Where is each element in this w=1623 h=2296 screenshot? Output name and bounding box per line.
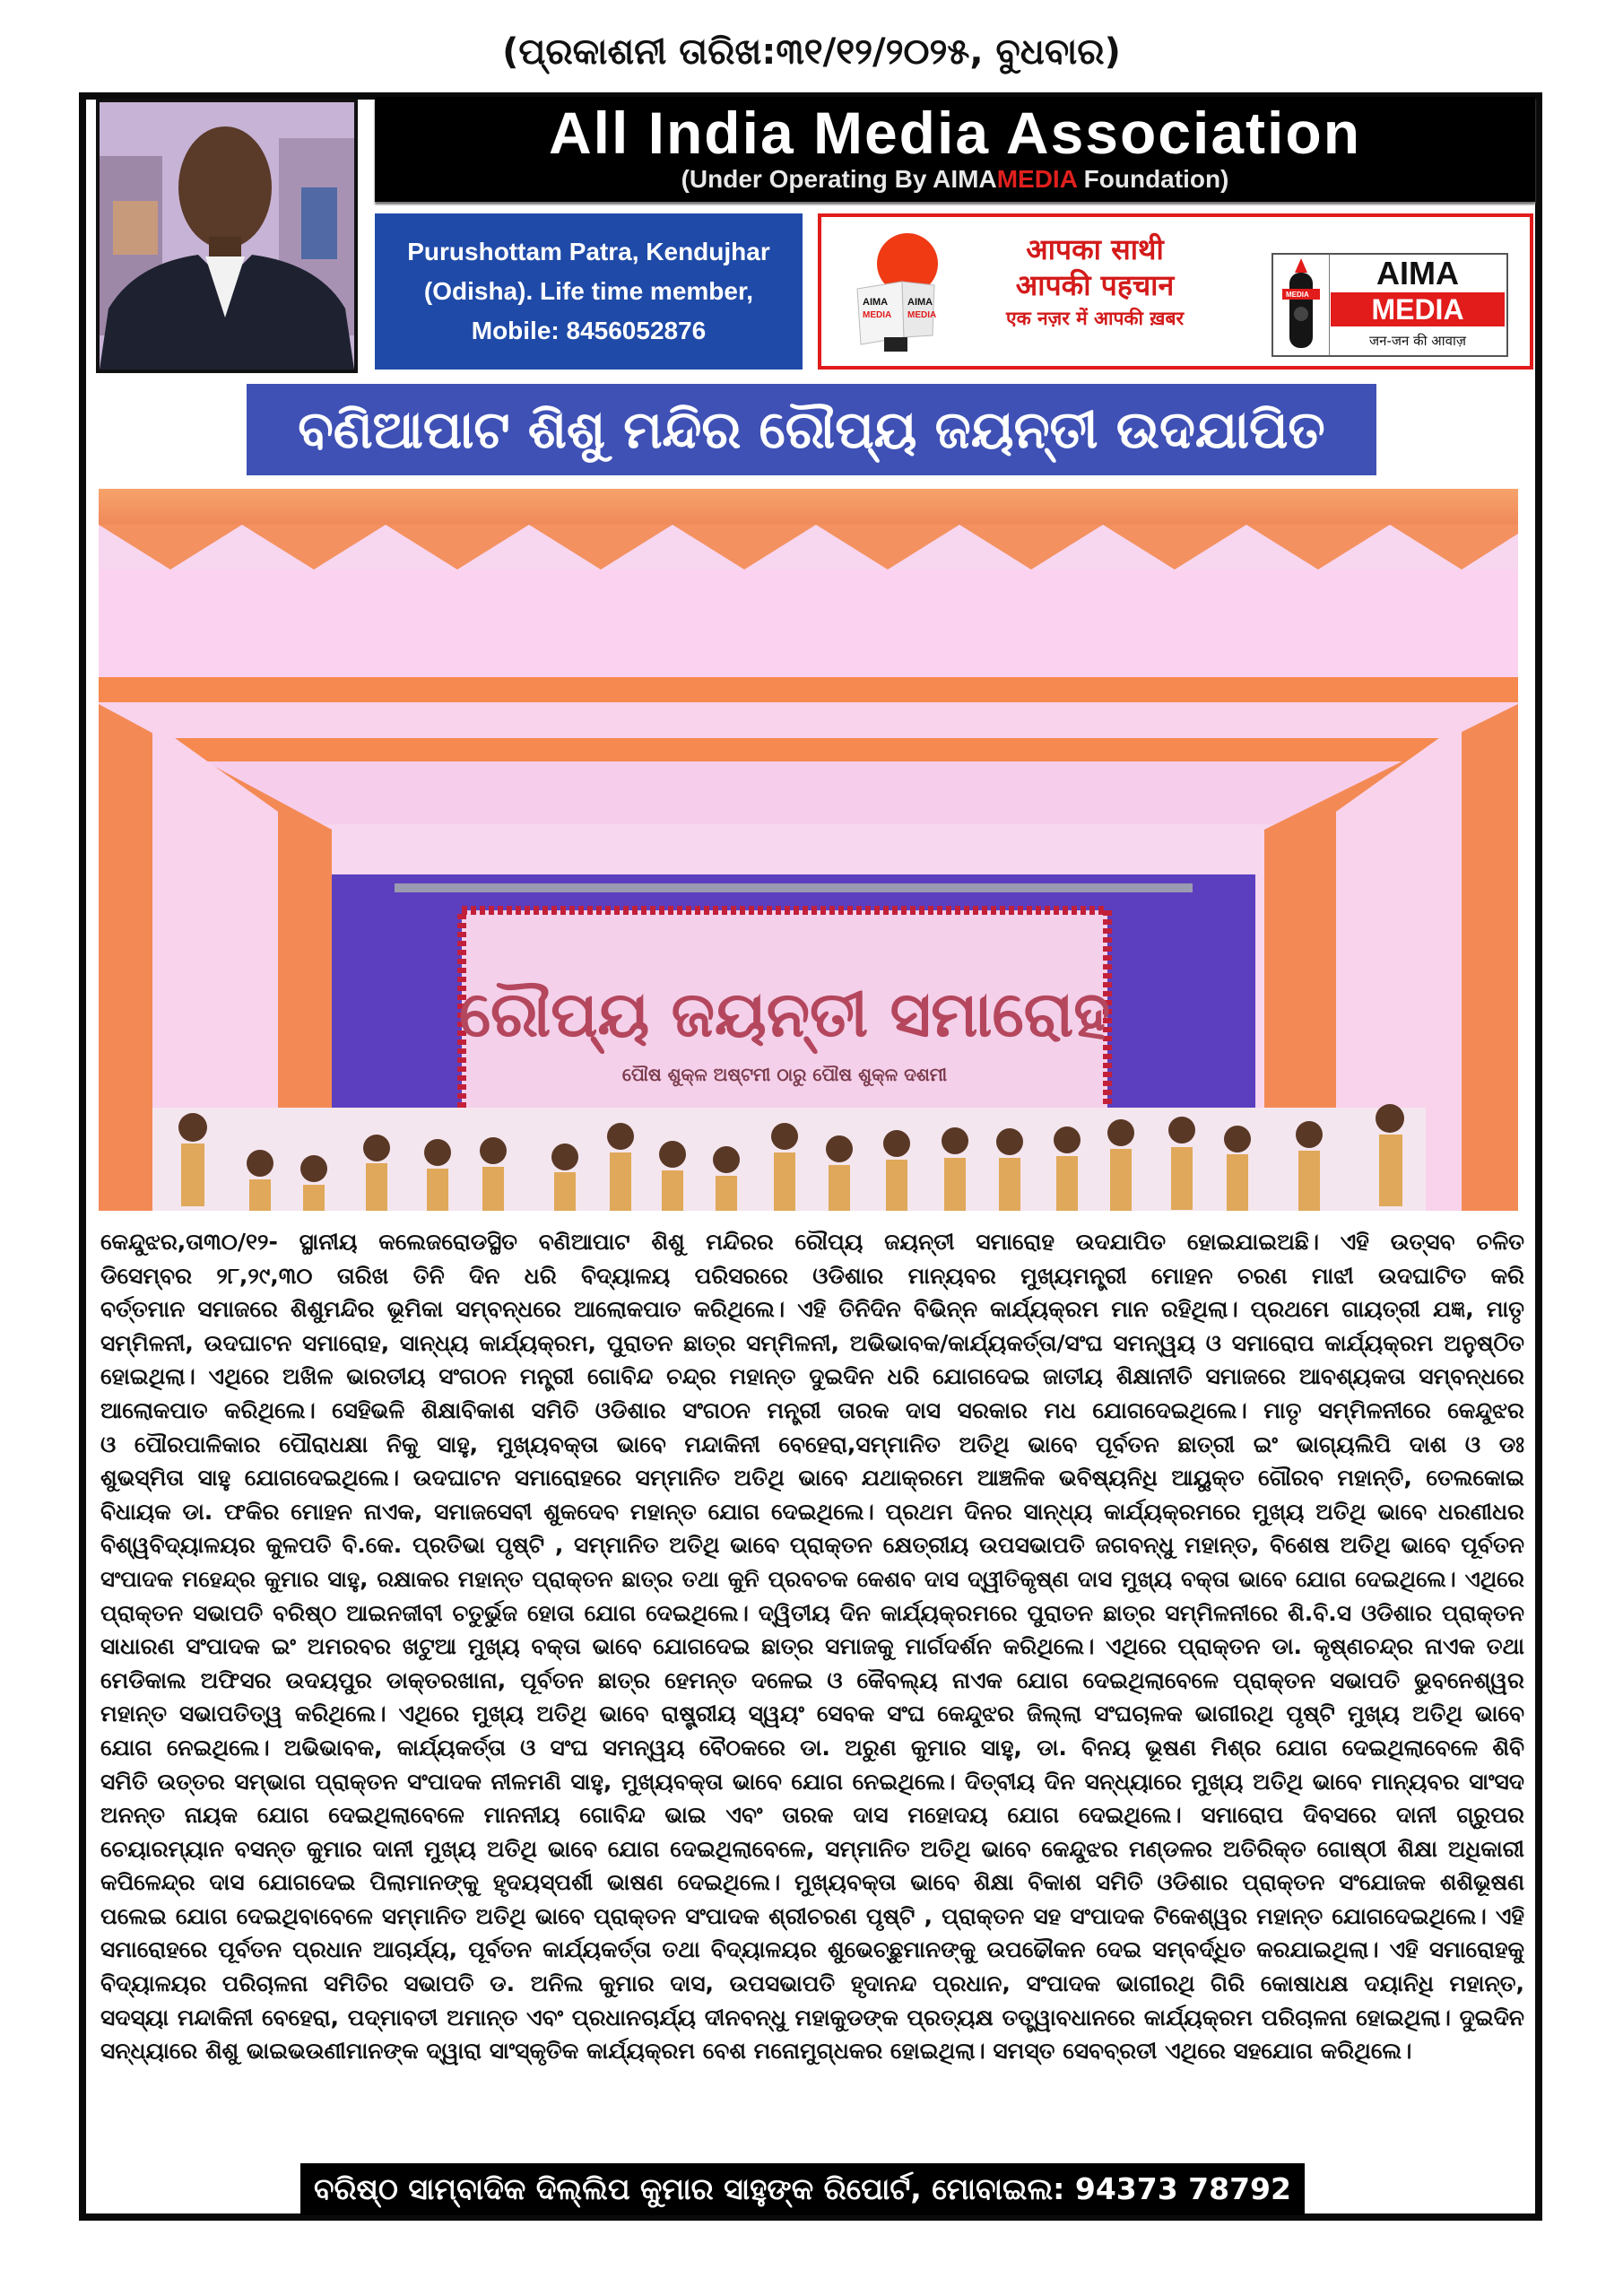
logo-caption: जन-जन की आवाज़	[1369, 333, 1466, 349]
article-line: ଶୁଭସ୍ମିତା ସାହୁ ଯୋଗଦେଇଥିଲେ। ଉଦଘାଟନ ସମାରୋହରେ ସମ୍ମାନିତ ଅତିଥି ଭାବେ ଯଥାକ୍ରମେ ଆଞ୍ଚଳିକ ଭବିଷ୍ୟନିଧି ଆୟୁକ୍ତ ଗୌରବ ମହାନ୍ତି, ତେଲକୋଇ	[100, 1465, 1524, 1492]
article-line: କେନ୍ଦୁଝର,ତା୩୦/୧୨- ସ୍ଥାନୀୟ କଲେଜରୋଡସ୍ଥିତ ବଣିଆପାଟ ଶିଶୁ ମନ୍ଦିରର ରୌପ୍ୟ ଜୟନ୍ତୀ ସମାରୋହ ଉଦଯାପିତ ହୋଇଯାଇଅଛି। ଏହି ଉତ୍ସବ ଚଳିତ	[100, 1229, 1524, 1255]
ad-tagline-3: एक नज़र में आपकी ख़बर	[1005, 308, 1185, 329]
microphone-icon	[848, 230, 947, 352]
article-line: ସଂପାଦକ ମହେନ୍ଦ୍ର କୁମାର ସାହୁ, ରକ୍ଷାକର ମହାନ୍ତ ପ୍ରାକ୍ତନ ଛାତ୍ର ତଥା କୁନି ପ୍ରବଚକ କେଶବ ଦାସ ଦ୍ୱୀତିକୃଷ୍ଣ ଦାସ ମୁଖ୍ୟ ବକ୍ତା ଭାବେ ଯୋଗ ଦେଇଥିଲେ। ଏଥିରେ	[100, 1565, 1524, 1592]
article-line: ହୋଇଥିଲା। ଏଥିରେ ଅଖିଳ ଭାରତୀୟ ସଂଗଠନ ମନ୍ତ୍ରୀ ଗୋବିନ୍ଦ ଚନ୍ଦ୍ର ମହାନ୍ତ ଦୁଇଦିନ ଧରି ଯୋଗଦେଇ ଜାତୀୟ ଶିକ୍ଷାନୀତି ସମାଜରେ ଆବଶ୍ୟକତା ସମ୍ବନ୍ଧରେ	[100, 1363, 1524, 1390]
member-info-box	[375, 213, 803, 370]
article-line: ଯୋଗ ନେଇଥିଲେ। ଅଭିଭାବକ, କାର୍ଯ୍ୟକର୍ତ୍ତା ଓ ସଂଘ ସମନ୍ୱୟ ବୈଠକରେ ଡା. ଅରୁଣ କୁମାର ସାହୁ, ଡା. ବିନୟ ଭୂଷଣ ମିଶ୍ର ଯୋଗ ଦେଇଥିଲାବେଳେ ଶିବି	[100, 1734, 1524, 1761]
member-name-line: Purushottam Patra, Kendujhar	[407, 238, 770, 265]
event-photo	[99, 489, 1518, 1211]
member-status-line: (Odisha). Life time member,	[423, 277, 754, 305]
article-line: ବର୍ତ୍ତମାନ ସମାଜରେ ଶିଶୁମନ୍ଦିର ଭୂମିକା ସମ୍ବନ୍ଧରେ ଆଲୋକପାତ କରିଥିଲେ। ଏହି ତିନିଦିନ ବିଭିନ୍ନ କାର୍ଯ୍ୟକ୍ରମ ମାନ ରହିଥିଲା। ପ୍ରଥମେ ଗାୟତ୍ରୀ ଯଜ୍ଞ, ମାତୃ	[100, 1296, 1524, 1323]
mic-label-media-2: MEDIA	[907, 310, 937, 320]
subtitle-suffix: Foundation)	[1076, 165, 1229, 193]
publication-date-line: (ପ୍ରକାଶନୀ ତାରିଖ:୩୧/୧୨/୨୦୨୫, ବୁଧବାର)	[502, 31, 1121, 73]
logo-mic-tag: MEDIA	[1286, 291, 1309, 299]
mic-label-media-1: MEDIA	[863, 310, 892, 320]
article-line: କପିଳେନ୍ଦ୍ର ଦାସ ଯୋଗଦେଇ ପିଲାମାନଙ୍କୁ ହୃଦୟସ୍ପର୍ଶୀ ଭାଷଣ ଦେଇଥିଲେ। ମୁଖ୍ୟବକ୍ତା ଭାବେ ଶିକ୍ଷା ବିକାଶ ସମିତି ଓଡିଶାର ପ୍ରାକ୍ତନ ସଂଯୋଜକ ଶଶିଭୂଷଣ	[100, 1869, 1524, 1896]
article-line: ଚେୟାରମ୍ୟାନ ବସନ୍ତ କୁମାର ଦାନୀ ମୁଖ୍ୟ ଅତିଥି ଭାବେ ଯୋଗ ଦେଇଥିଲାବେଳେ, ସମ୍ମାନିତ ଅତିଥି ଭାବେ କେନ୍ଦୁଝର ମଣ୍ଡଳର ଅତିରିକ୍ତ ଗୋଷ୍ଠୀ ଶିକ୍ଷା ଅଧିକାରୀ	[100, 1835, 1524, 1862]
article-line: ବିଶ୍ୱବିଦ୍ୟାଳୟର କୁଳପତି ବି.କେ. ପ୍ରତିଭା ପୃଷ୍ଟି , ସମ୍ମାନିତ ଅତିଥି ଭାବେ ପ୍ରାକ୍ତନ କ୍ଷେତ୍ରୀୟ ଉପସଭାପତି ଜଗବନ୍ଧୁ ମହାନ୍ତ, ବିଶେଷ ଅତିଥି ଭାବେ ପୂର୍ବତନ	[100, 1532, 1524, 1559]
aima-media-ad	[818, 213, 1533, 370]
logo-aima-text: AIMA	[1376, 255, 1459, 291]
article-line: ସମାରୋହରେ ପୂର୍ବତନ ପ୍ରଧାନ ଆଚାର୍ଯ୍ୟ, ପୂର୍ବତନ କାର୍ଯ୍ୟକର୍ତ୍ତା ତଥା ବିଦ୍ୟାଳୟର ଶୁଭେଚ୍ଛୁମାନଙ୍କୁ ଉପଢୌକନ ଦେଇ ସମ୍ବର୍ଦ୍ଧିତ କରଯାଇଥିଲା। ଏହି ସମାରୋହକୁ	[100, 1936, 1524, 1963]
article-line: ବିଦ୍ୟାଳୟର ପରିଚାଳନା ସମିତିର ସଭାପତି ଡ. ଅନିଲ କୁମାର ଦାସ, ଉପସଭାପତି ହୃଦାନନ୍ଦ ପ୍ରଧାନ, ସଂପାଦକ ଭାଗୀରଥି ଗିରି କୋଷାଧକ୍ଷ ଦୟାନିଧି ମହାନ୍ତ,	[100, 1970, 1524, 1997]
article-body	[100, 1225, 1524, 2149]
member-portrait-photo	[96, 99, 358, 373]
article-line: ବିଧାୟକ ଡା. ଫକିର ମୋହନ ନାଏକ, ସମାଜସେବୀ ଶୁକଦେବ ମହାନ୍ତ ଯୋଗ ଦେଇଥିଲେ। ପ୍ରଥମ ଦିନର ସାନ୍ଧ୍ୟ କାର୍ଯ୍ୟକ୍ରମରେ ମୁଖ୍ୟ ଅତିଥି ଭାବେ ଧରଣୀଧର	[100, 1498, 1524, 1525]
ad-tagline-1: आपका साथी	[1026, 232, 1164, 266]
logo-mic-icon	[1279, 258, 1324, 352]
stage-banner-subtitle: ପୌଷ ଶୁକ୍ଳ ଅଷ୍ଟମୀ ଠାରୁ ପୌଷ ଶୁକ୍ଳ ଦଶମୀ	[621, 1064, 948, 1085]
article-line: ମେଡିକାଲ ଅଫିସର ଉଦୟପୁର ଡାକ୍ତରଖାନା, ପୂର୍ବତନ ଛାତ୍ର ହେମନ୍ତ ଦଳେଇ ଓ କୈବଲ୍ୟ ନାଏକ ଯୋଗ ଦେଇଥିଲାବେଳେ ପ୍ରାକ୍ତନ ସଭାପତି ଭୁବନେଶ୍ୱର	[100, 1666, 1524, 1693]
article-line: ଡିସେମ୍ବର ୨୮,୨୯,୩୦ ତାରିଖ ତିନି ଦିନ ଧରି ବିଦ୍ୟାଳୟ ପରିସରରେ ଓଡିଶାର ମାନ୍ୟବର ମୁଖ୍ୟମନ୍ତ୍ରୀ ମୋହନ ଚରଣ ମାଝୀ ଉଦଘାଟିତ କରି	[100, 1262, 1524, 1289]
article-line: ପ୍ରାକ୍ତନ ସଭାପତି ବରିଷ୍ଠ ଆଇନଜୀବୀ ଚତୁର୍ଭୁଜ ହୋତା ଯୋଗ ଦେଇଥିଲେ। ଦ୍ୱିତୀୟ ଦିନ କାର୍ଯ୍ୟକ୍ରମରେ ପୁରାତନ ଛାତ୍ର ସମ୍ମିଳନୀରେ ଶି.ବି.ସ ଓଡିଶାର ପ୍ରାକ୍ତନ	[100, 1599, 1524, 1626]
article-line: ସଦସ୍ୟା ମନ୍ଦାକିନୀ ବେହେରା, ପଦ୍ମାବତୀ ଅମାନ୍ତ ଏବଂ ପ୍ରଧାନଚାର୍ଯ୍ୟ ଦୀନବନ୍ଧୁ ମହାକୁଡଙ୍କ ପ୍ରତ୍ୟକ୍ଷ ତତ୍ତ୍ୱାବଧାନରେ କାର୍ଯ୍ୟକ୍ରମ ପରିଚାଳନା ହୋଇଥିଲା। ଦୁଇଦିନ	[100, 2004, 1524, 2031]
article-headline: ବଣିଆପାଟ ଶିଶୁ ମନ୍ଦିର ରୌପ୍ୟ ଜୟନ୍ତୀ ଉଦଯାପିତ	[247, 384, 1376, 475]
article-line: ସମିତି ଉତ୍ତର ସମ୍ଭାଗ ପ୍ରାକ୍ତନ ସଂପାଦକ ନୀଳମଣି ସାହୁ, ମୁଖ୍ୟବକ୍ତା ଭାବେ ଯୋଗ ନେଇଥିଲେ। ଦିତ୍ବୀୟ ଦିନ ସନ୍ଧ୍ୟାରେ ମୁଖ୍ୟ ଅତିଥି ଭାବେ ମାନ୍ୟବର ସାଂସଦ	[100, 1768, 1524, 1795]
subtitle-prefix: (Under Operating By AIMA	[681, 165, 997, 193]
association-subtitle	[375, 165, 1535, 194]
logo-divider	[1329, 255, 1330, 355]
article-line: ସନ୍ଧ୍ୟାରେ ଶିଶୁ ଭାଇଭଉଣୀମାନଙ୍କ ଦ୍ୱାରା ସାଂସ୍କୃତିକ କାର୍ଯ୍ୟକ୍ରମ ବେଶ ମନୋମୁଗ୍ଧକର ହୋଇଥିଲା। ସମସ୍ତ ସେବବ୍ରତୀ ଏଥିରେ ସହଯୋଗ କରିଥିଲେ।	[100, 2038, 1412, 2065]
article-line: ସମ୍ମିଳନୀ, ଉଦଘାଟନ ସମାରୋହ, ସାନ୍ଧ୍ୟ କାର୍ଯ୍ୟକ୍ରମ, ପୁରାତନ ଛାତ୍ର ସମ୍ମିଳନୀ, ଅଭିଭାବକ/କାର୍ଯ୍ୟକର୍ତ୍ତା/ସଂଘ ସମନ୍ୱୟ ଓ ସମାରୋପ କାର୍ଯ୍ୟକ୍ରମ ଅନୁଷ୍ଠିତ	[100, 1329, 1524, 1356]
event-photo-image	[99, 489, 1518, 1211]
article-line: ସାଧାରଣ ସଂପାଦକ ଇଂ ଅମରବର ଖଟୁଆ ମୁଖ୍ୟ ବକ୍ତା ଭାବେ ଯୋଗଦେଇ ଛାତ୍ର ସମାଜକୁ ମାର୍ଗଦର୍ଶନ କରିଥିଲେ। ଏଥିରେ ପ୍ରାକ୍ତନ ଡା. କୃଷ୍ଣଚନ୍ଦ୍ର ନାଏକ ତଥା	[100, 1633, 1524, 1660]
article-line: ଆଲୋକପାତ କରିଥିଲେ। ସେହିଭଳି ଶିକ୍ଷାବିକାଶ ସମିତି ଓଡିଶାର ସଂଗଠନ ମନ୍ତ୍ରୀ ତାରକ ଦାସ ସରକାର ମଧ ଯୋଗଦେଇଥିଲେ। ମାତୃ ସମ୍ମିଳନୀରେ କେନ୍ଦୁଝର	[100, 1396, 1524, 1423]
article-line: ମହାନ୍ତ ସଭାପତିତ୍ୱ କରିଥିଲେ। ଏଥିରେ ମୁଖ୍ୟ ଅତିଥି ଭାବେ ରାଷ୍ଟ୍ରୀୟ ସ୍ୱୟଂ ସେବକ ସଂଘ କେନ୍ଦୁଝର ଜିଲ୍ଲା ସଂଘଚାଳକ ଭାଗୀରଥି ପୃଷ୍ଟି ମୁଖ୍ୟ ଅତିଥି ଭାବେ	[100, 1700, 1524, 1727]
article-line: ଓ ପୌରପାଳିକାର ପୌରାଧକ୍ଷା ନିକୁ ସାହୁ, ମୁଖ୍ୟବକ୍ତା ଭାବେ ମନ୍ଦାକିନୀ ବେହେରା,ସମ୍ମାନିତ ଅତିଥି ଭାବେ ପୂର୍ବତନ ଛାତ୍ରୀ ଇଂ ଭାଗ୍ୟଲିପି ଦାଶ ଓ ଡଃ	[100, 1431, 1524, 1457]
logo-media-text: MEDIA	[1331, 292, 1505, 326]
article-line: ପଲେଇ ଯୋଗ ଦେଇଥିବାବେଳେ ସମ୍ମାନିତ ଅତିଥି ଭାବେ ପ୍ରାକ୍ତନ ସଂପାଦକ ଶ୍ରୀଚରଣ ପୃଷ୍ଟି , ପ୍ରାକ୍ତନ ସହ ସଂପାଦକ ଟିକେଶ୍ୱର ମହାନ୍ତ ଯୋଗଦେଇଥିଲେ। ଏହି	[100, 1902, 1524, 1929]
mic-label-aima-2: AIMA	[907, 297, 933, 308]
aima-media-logo	[1271, 253, 1508, 357]
reporter-credit: ବରିଷ୍ଠ ସାମ୍ବାଦିକ ଦିଲ୍ଲିପ କୁମାର ସାହୁଙ୍କ ରିପୋର୍ଟ, ମୋବାଇଲ: 94373 78792	[300, 2163, 1305, 2215]
mic-label-aima-1: AIMA	[863, 297, 889, 308]
article-line: ଅନନ୍ତ ନାୟକ ଯୋଗ ଦେଇଥିଲାବେଳେ ମାନନୀୟ ଗୋବିନ୍ଦ ଭାଇ ଏବଂ ତାରକ ଦାସ ମହୋଦୟ ଯୋଗ ଦେଇଥିଲେ। ସମାରୋପ ଦିବସରେ ଦାନୀ ଗ୍ରୁପର	[100, 1802, 1524, 1829]
association-banner	[375, 97, 1535, 202]
ad-taglines	[960, 231, 1229, 334]
subtitle-highlight: MEDIA	[996, 165, 1077, 193]
association-name: All India Media Association	[548, 100, 1362, 166]
portrait-image	[100, 102, 354, 370]
stage-banner-title: ରୌପ୍ୟ ଜୟନ୍ତୀ ସମାରୋହ	[458, 978, 1111, 1051]
ad-tagline-2: आपकी पहचान	[1015, 268, 1175, 302]
member-mobile-line: Mobile: 8456052876	[471, 317, 707, 344]
